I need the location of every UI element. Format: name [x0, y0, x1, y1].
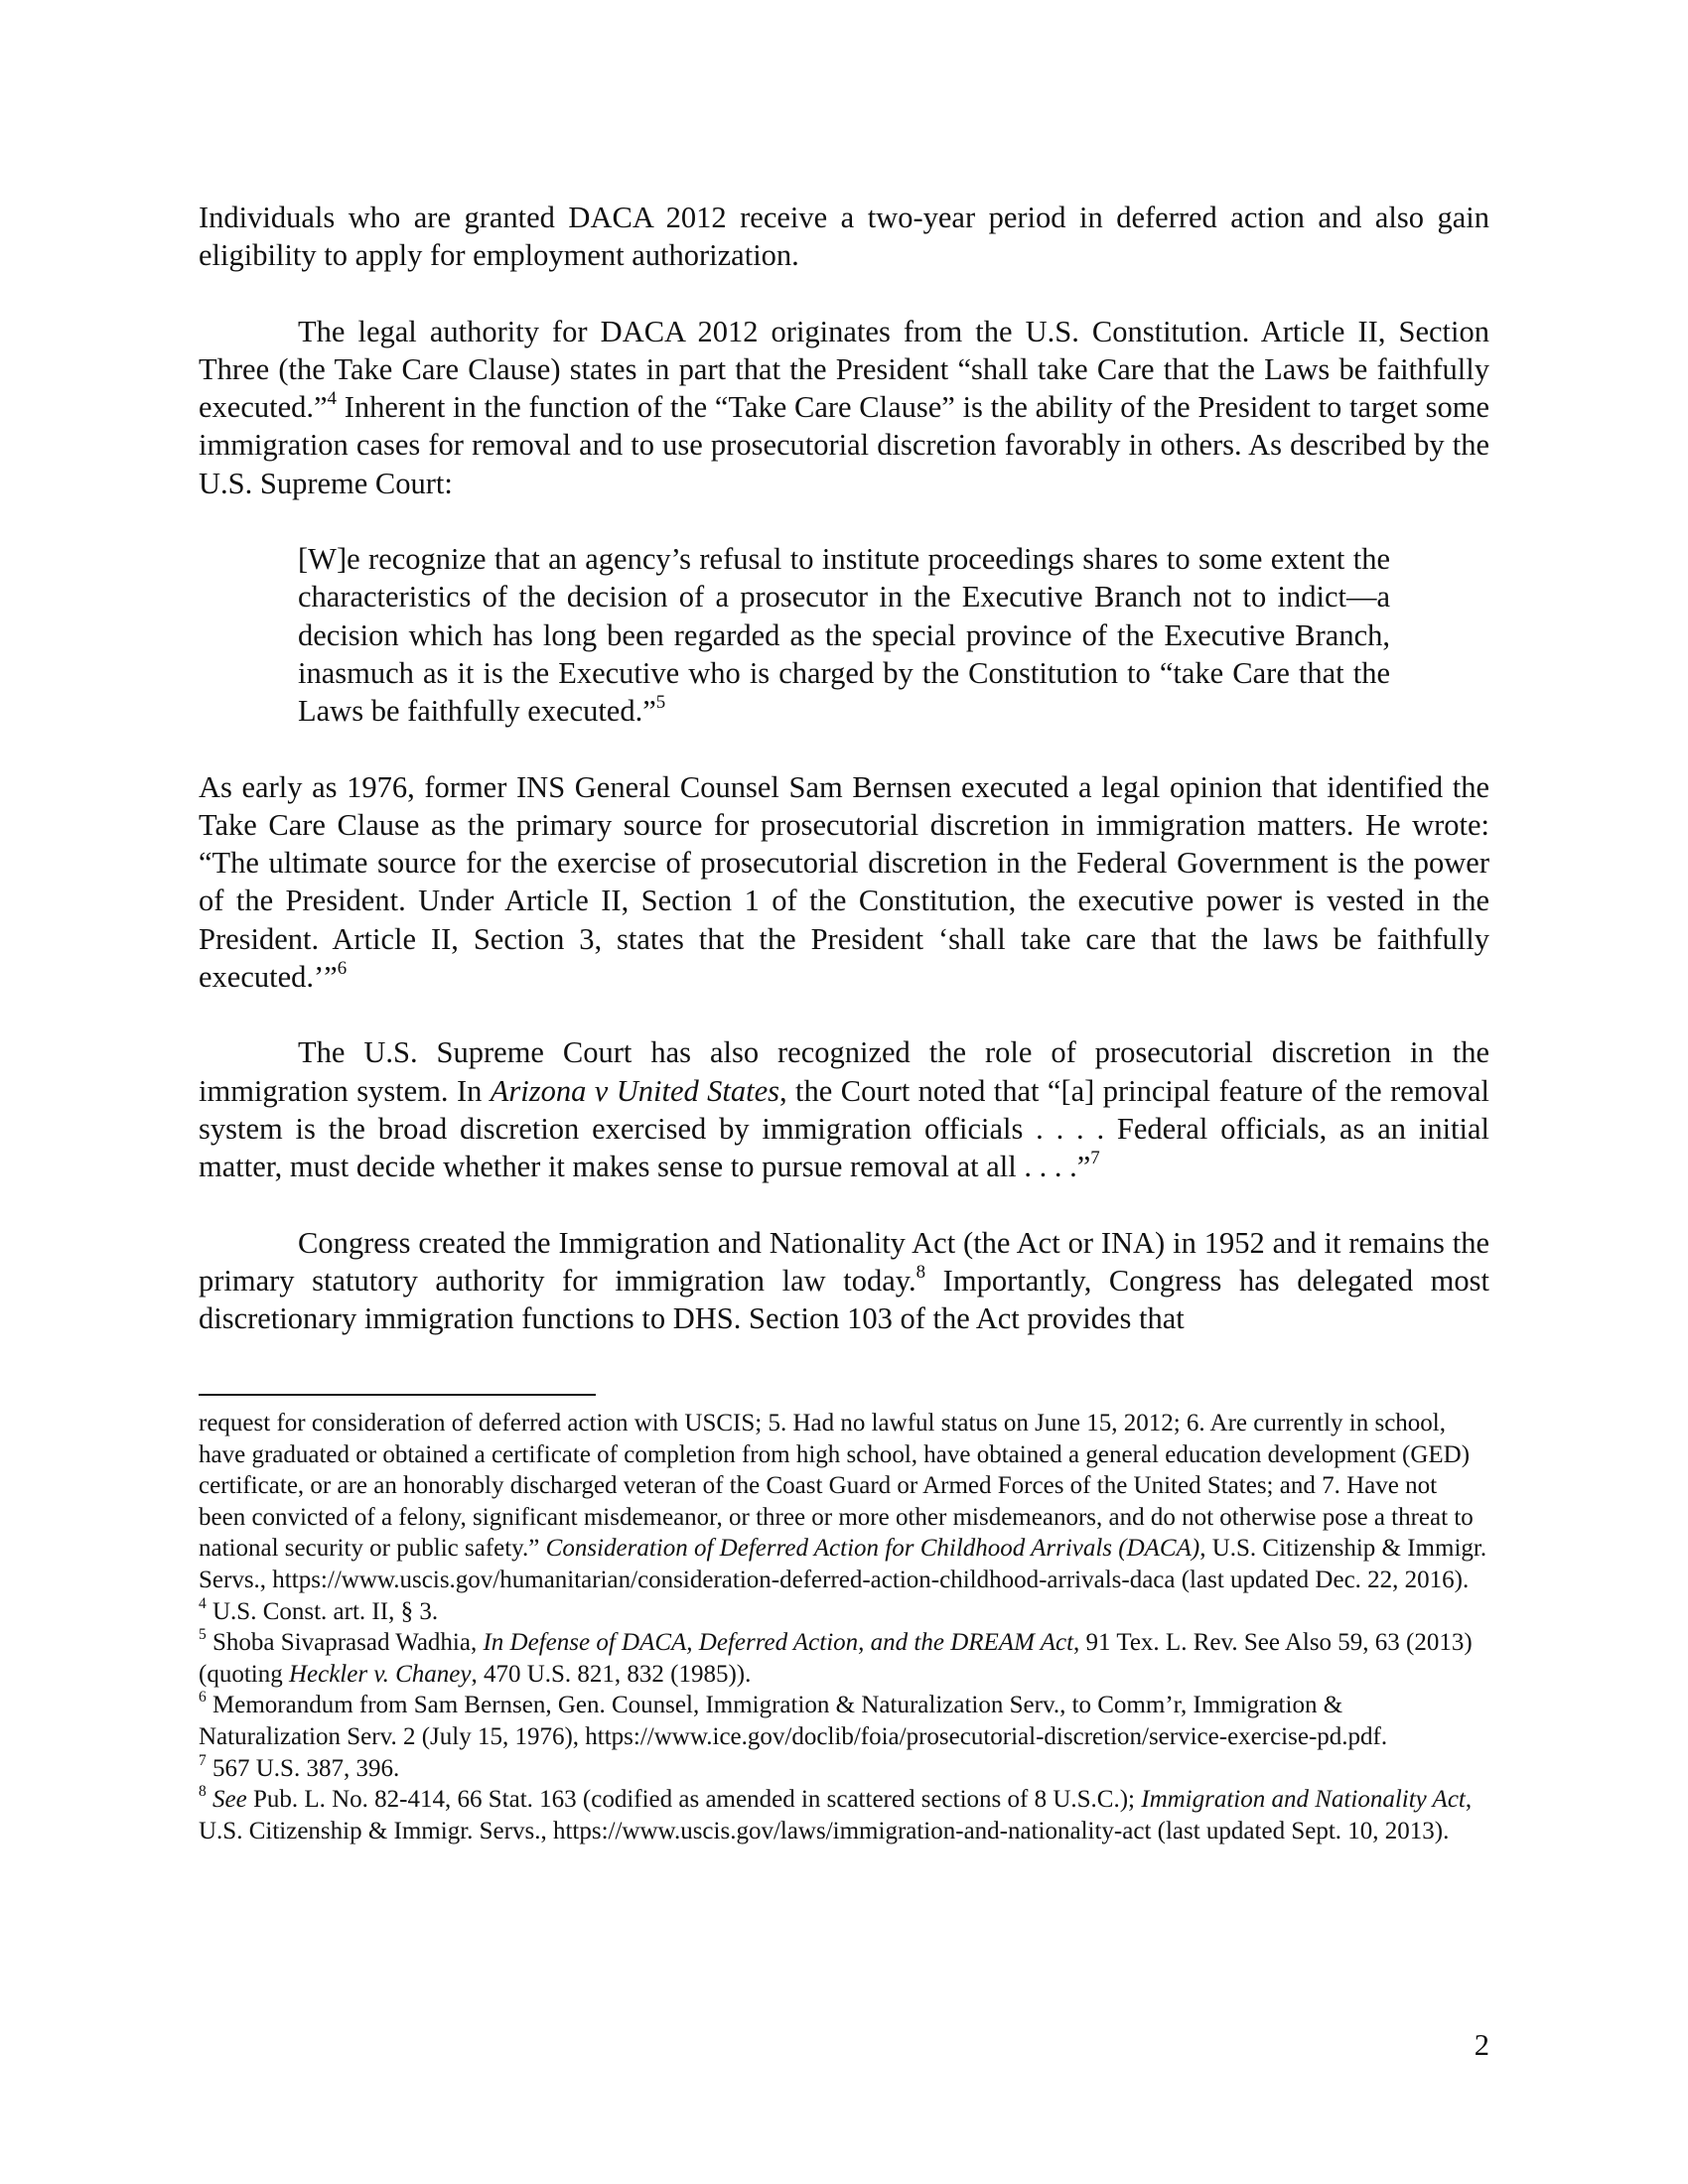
footnote-continuation [199, 1408, 1489, 1596]
footnote-7 [199, 1753, 1489, 1785]
footnote-text: U.S. Const. art. II, § 3. [206, 1597, 439, 1625]
case-name: Arizona v United States [490, 1073, 780, 1108]
footnote-text: 567 U.S. 387, 396. [206, 1754, 400, 1782]
footnote-ref-5: 5 [655, 692, 666, 714]
footnote-ref-8: 8 [915, 1261, 926, 1283]
paragraph-text: The legal authority for DACA 2012 originates from the U.S. Constitution. Article II, Section Three (the Take Care Clause) states in part that the President “shall take Care that the Laws be faithfully executed.” [199, 314, 1489, 425]
footnotes [199, 1408, 1489, 1846]
footnote-5 [199, 1627, 1489, 1690]
footnote-6 [199, 1690, 1489, 1752]
footnote-4 [199, 1596, 1489, 1628]
paragraph-legal-authority [199, 313, 1489, 502]
footnote-separator [199, 1394, 596, 1396]
footnote-text: , U.S. Citizenship & Immigr. Servs., https://www.uscis.gov/humanitarian/consideration-deferred-action-childhood-arrivals-daca (last updated Dec. 22, 2016). [199, 1535, 1487, 1593]
paragraph-daca-grant [199, 199, 1489, 275]
footnote-text: , 470 U.S. 821, 832 (1985)). [471, 1660, 752, 1688]
footnote-italic: In Defense of DACA, Deferred Action, and the DREAM Act [483, 1629, 1074, 1657]
footnote-text: , 91 Tex. L. Rev. See Also 59, 63 (2013) (quoting [199, 1629, 1473, 1688]
document-body [199, 199, 1489, 1337]
block-quote [298, 540, 1390, 730]
paragraph-text: Individuals who are granted DACA 2012 receive a two-year period in deferred action and also gain eligibility to apply for employment authorization. [199, 201, 1489, 273]
paragraph-text: The U.S. Supreme Court has also recognized the role of prosecutorial discretion in the immigration system. In [199, 1035, 1489, 1108]
footnote-number: 5 [199, 1626, 207, 1644]
paragraph-text: Congress created the Immigration and Nationality Act (the Act or INA) in 1952 and it remains the primary statutory authority for immigration law today. [199, 1225, 1489, 1297]
paragraph-text: Inherent in the function of the “Take Care Clause” is the ability of the President to target some immigration cases for removal and to use prosecutorial discretion favorably in others. As described by the U.S. Supreme Court: [199, 390, 1489, 500]
footnote-8 [199, 1784, 1489, 1846]
paragraph-text: Importantly, Congress has delegated most discretionary immigration functions to DHS. Section 103 of the Act provides that [199, 1263, 1489, 1336]
paragraph-supreme-court [199, 1033, 1489, 1185]
footnote-number: 6 [199, 1689, 207, 1706]
page-number: 2 [1474, 2028, 1489, 2062]
footnote-text: Pub. L. No. 82-414, 66 Stat. 163 (codified as amended in scattered sections of 8 U.S.C.); [246, 1786, 1142, 1814]
footnote-italic: Immigration and Nationality Act [1141, 1786, 1466, 1814]
quote-text: [W]e recognize that an agency’s refusal to institute proceedings shares to some extent the characteristics of the decision of a prosecutor in the Executive Branch not to indict—a decision which has long been regarded as the special province of the Executive Branch, inasmuch as it is the Executive who is charged by the Constitution to “take Care that the Laws be faithfully executed.” [298, 542, 1390, 729]
paragraph-congress [199, 1224, 1489, 1338]
footnote-italic: Heckler v. Chaney [288, 1660, 472, 1688]
footnote-italic: See [212, 1786, 247, 1814]
footnote-number: 8 [199, 1783, 207, 1801]
footnote-ref-4: 4 [327, 387, 337, 409]
paragraph-text: , the Court noted that “[a] principal feature of the removal system is the broad discretion exercised by immigration officials . . . . Federal officials, as an initial matter, must decide whether it makes sense to pursue removal at all . . . .” [199, 1073, 1490, 1184]
footnote-ref-7: 7 [1090, 1148, 1100, 1168]
footnote-ref-6: 6 [337, 957, 348, 979]
footnote-number: 4 [199, 1594, 207, 1612]
footnote-text: Shoba Sivaprasad Wadhia, [206, 1629, 484, 1657]
footnote-text: request for consideration of deferred action with USCIS; 5. Had no lawful status on June 15, 2012; 6. Are currently in school, have graduated or obtained a certificate of completion from high school, have obtained a general education development (GED) certificate, or are an honorably discharged veteran of the Coast Guard or Armed Forces of the United States; and 7. Have not been convicted of a felony, significant misdemeanor, or three or more other misdemeanors, and do not otherwise pose a threat to national security or public safety.” [199, 1410, 1474, 1563]
footnote-text: , U.S. Citizenship & Immigr. Servs., https://www.uscis.gov/laws/immigration-and-nationality-act (last updated Sept. 10, 2013). [199, 1786, 1473, 1844]
footnote-italic: Consideration of Deferred Action for Childhood Arrivals (DACA) [545, 1535, 1200, 1563]
footnote-number: 7 [199, 1751, 207, 1769]
footnote-text: Memorandum from Sam Bernsen, Gen. Counsel, Immigration & Naturalization Serv., to Comm’r, Immigration & Naturalization Serv. 2 (July 15, 1976), https://www.ice.gov/doclib/foia/prosecutorial-discretion/service-exercise-pd.pdf. [199, 1692, 1388, 1750]
paragraph-bernsen [199, 768, 1489, 997]
paragraph-text: As early as 1976, former INS General Counsel Sam Bernsen executed a legal opinion that identified the Take Care Clause as the primary source for prosecutorial discretion in immigration matters. He wrote: “The ultimate source for the exercise of prosecutorial discretion in the Federal Government is the power of the President. Under Article II, Section 1 of the Constitution, the executive power is vested in the President. Article II, Section 3, states that the President ‘shall take care that the laws be faithfully executed.’” [199, 769, 1489, 995]
